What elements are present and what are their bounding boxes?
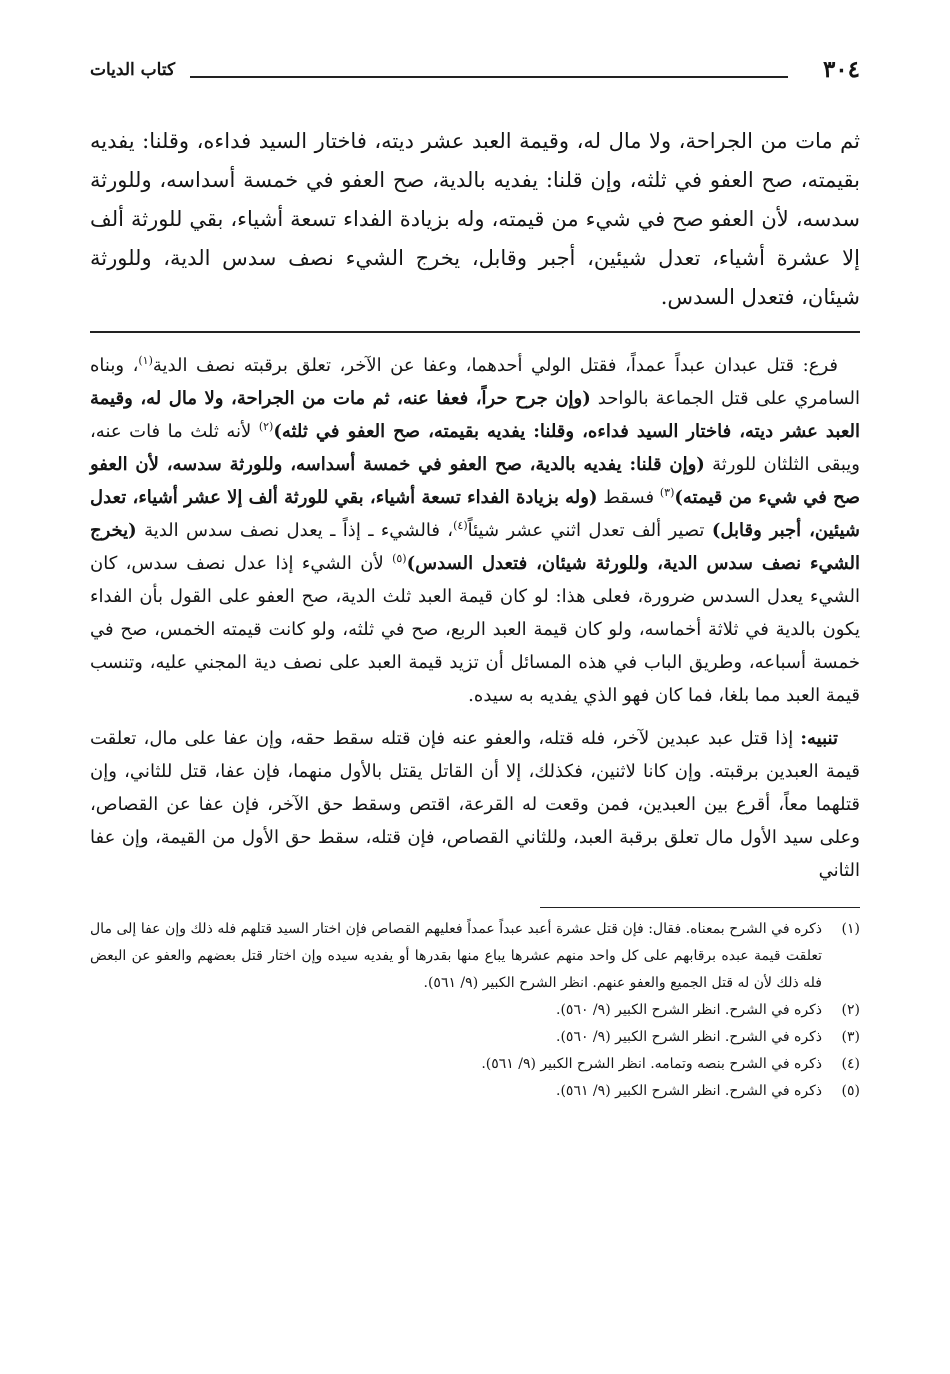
footnote-ref[interactable]: (٢) <box>258 420 274 433</box>
footnotes <box>90 916 860 1105</box>
matn-quote: (وله بزيادة الفداء تسعة أشياء، بقي للورثة ألف إلا عشر أشياء، تعدل شيئين، أجبر وقابل) <box>90 487 860 541</box>
chapter-title: كتاب الديات <box>90 60 176 80</box>
footnote-number: (٥) <box>841 1083 860 1099</box>
footnote-rule <box>540 907 860 908</box>
footnote-item <box>90 916 860 997</box>
footnote-item <box>90 1078 860 1105</box>
footnote-text: ذكره في الشرح بنصه وتمامه. انظر الشرح الكبير (٩/ ٥٦١). <box>481 1056 822 1072</box>
sharh-paragraph-2: تنبيه: إذا قتل عبد عبدين لآخر، فله قتله، والعفو عنه فإن قتله سقط حقه، وإن عفا على مال، تعلقت قيمة العبدين برقبته. وإن كانا لاثنين، فكذلك، إلا أن القاتل يقتل بالأول منهما، فإن عفا، قتل للثاني، وإن قتلهما معاً، أقرع بين العبدين، فمن وقعت له القرعة، اقتص وسقط حق الآخر، فإن عفا عن القصاص، وعلى سيد الأول مال تعلق برقبة العبد، وللثاني القصاص، فإن قتله، سقط حق الأول من القيمة، وإن عفا الثاني <box>90 728 860 881</box>
sharh-paragraph-1: فرع: قتل عبدان عبداً عمداً، فقتل الولي أحدهما، وعفا عن الآخر، تعلق برقبته نصف الدية$^{(١)}$، وبناه السامري على قتل الجماعة بالواحد (وإن جرح حراً، فعفا عنه، ثم مات من الجراحة، ولا مال له، وقيمة العبد عشر ديته، فاختار السيد فداءه، وقلنا: يفديه بقيمته، صح العفو في ثلثه)$^{(٢)}$ لأنه ثلث ما فات عنه، ويبقى الثلثان للورثة (وإن قلنا: يفديه بالدية، صح العفو في خمسة أسداسه، وللورثة سدسه، لأن العفو صح في شيء من قيمته)$^{(٣)}$ فسقط (وله بزيادة الفداء تسعة أشياء، بقي للورثة ألف إلا عشر أشياء، تعدل شيئين، أجبر وقابل) تصير ألف تعدل اثني عشر شيئاً$^{(٤)}$، فالشيء ـ إذاً ـ يعدل نصف سدس الدية (يخرج الشيء نصف سدس الدية، وللورثة شيئان، فتعدل السدس)$^{(٥)}$ لأن الشيء إذا عدل نصف سدس، كان الشيء يعدل السدس ضرورة، فعلى هذا: لو كان قيمة العبد ثلث الدية، صح العفو على القول بأن الفداء يكون بالدية في ثلاثة أخماسه، ولو كان قيمة العبد الربع، صح في ثلثه، ولو كانت قيمته الخمس، صح في خمسة أسباعه، وطريق الباب في هذه المسائل أن تزيد قيمة العبد على نصف دية المجني عليه، وتنسب قيمة العبد مما بلغا، فما كان فهو الذي يفديه به سيده. <box>90 354 861 706</box>
footnote-ref[interactable]: (٥) <box>392 552 407 565</box>
sharh-body <box>90 349 860 887</box>
matn-quote: (وإن قلنا: يفديه بالدية، صح العفو في خمسة أسداسه، وللورثة سدسه، لأن العفو صح في شيء من قيمته) <box>90 454 861 508</box>
page-header <box>90 52 860 92</box>
page-number: ٣٠٤ <box>822 56 860 83</box>
tanbih-label: تنبيه: <box>800 728 838 749</box>
header-rule <box>190 76 788 78</box>
matn-text: ثم مات من الجراحة، ولا مال له، وقيمة العبد عشر ديته، فاختار السيد فداءه، وقلنا: يفديه بقيمته، صح العفو في ثلثه، وإن قلنا: يفديه بالدية، صح العفو في خمسة أسداسه، وللورثة سدسه، لأن العفو صح في شيء من قيمته، وله بزيادة الفداء تسعة أشياء، بقي للورثة ألف إلا عشرة أشياء، تعدل شيئين، أجبر وقابل، يخرج الشيء نصف سدس الدية، وللورثة شيئان، فتعدل السدس. <box>90 129 860 309</box>
footnote-ref[interactable]: (٤) <box>453 519 468 532</box>
footnote-ref[interactable]: (١) <box>138 354 153 367</box>
footnote-text: ذكره في الشرح. انظر الشرح الكبير (٩/ ٥٦١). <box>556 1083 822 1099</box>
footnote-number: (٣) <box>841 1029 860 1045</box>
matn-divider <box>90 331 860 333</box>
footnote-number: (٢) <box>841 1002 860 1018</box>
book-page <box>90 52 860 1105</box>
footnote-text: ذكره في الشرح بمعناه. فقال: فإن قتل عشرة أعبد عبداً عمداً فعليهم القصاص فإن اختار السيد قتلهم فله ذلك وإن عفا إلى مال تعلقت قيمة عبده برقابهم على كل واحد منهم عشرها يباع منها بقدرها أو يفديه سيده وإن اختار قتل بعضهم والعفو عن البعض فله ذلك لأن له قتل الجميع والعفو عنهم. انظر الشرح الكبير (٩/ ٥٦١). <box>90 921 823 991</box>
footnote-number: (١) <box>841 921 860 937</box>
footnote-text: ذكره في الشرح. انظر الشرح الكبير (٩/ ٥٦٠). <box>556 1002 822 1018</box>
matn-quote: (يخرج الشيء نصف سدس الدية، وللورثة شيئان، فتعدل السدس) <box>90 520 860 574</box>
footnote-text: ذكره في الشرح. انظر الشرح الكبير (٩/ ٥٦٠). <box>556 1029 822 1045</box>
footnote-item <box>90 1051 860 1078</box>
footnote-item <box>90 1024 860 1051</box>
footnote-number: (٤) <box>841 1056 860 1072</box>
matn-quote: (وإن جرح حراً، فعفا عنه، ثم مات من الجراحة، ولا مال له، وقيمة العبد عشر ديته، فاختار السيد فداءه، وقلنا: يفديه بقيمته، صح العفو في ثلثه) <box>90 388 860 442</box>
footnote-ref[interactable]: (٣) <box>659 486 675 499</box>
footnote-item <box>90 997 860 1024</box>
